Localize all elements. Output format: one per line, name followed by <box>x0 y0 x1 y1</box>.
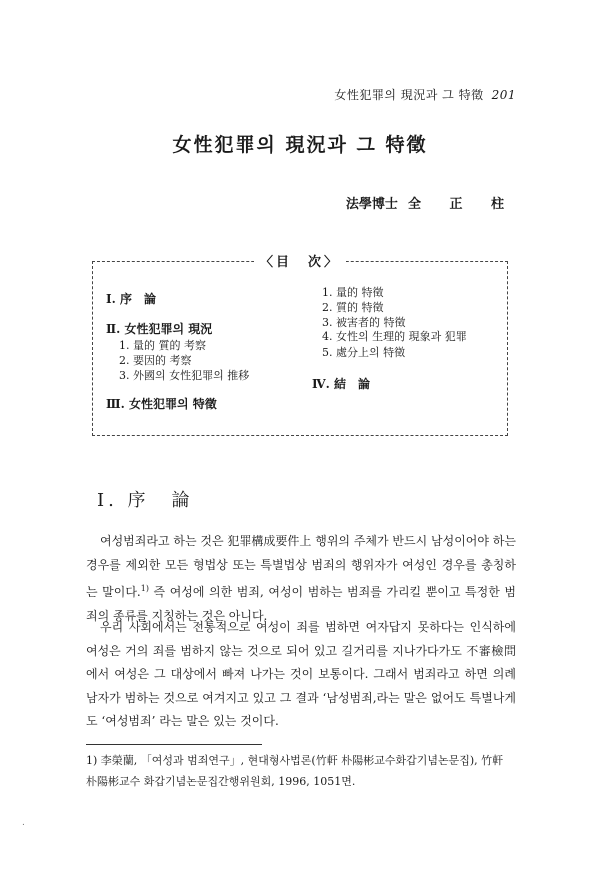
toc-subitem: 2. 要因的 考察 <box>119 354 192 367</box>
toc-subitem: 2. 質的 特徵 <box>322 301 384 314</box>
author-degree: 法學博士 <box>345 197 398 212</box>
toc-item: Ⅱ. 女性犯罪의 現況 <box>106 322 213 336</box>
paragraph <box>86 530 516 628</box>
toc-item: Ⅲ. 女性犯罪의 特徵 <box>106 397 217 411</box>
page-number: 201 <box>491 88 516 102</box>
toc-heading-text: 〈目 次〉 <box>254 255 346 270</box>
section-heading: Ⅰ. 序 論 <box>97 490 194 511</box>
footnote-divider <box>86 744 262 745</box>
toc-subitem: 5. 處分上의 特徵 <box>322 346 406 359</box>
article-title: 女性犯罪의 現況과 그 特徵 <box>172 134 428 156</box>
running-head-title: 女性犯罪의 現況과 그 特徵 <box>334 88 484 102</box>
running-head <box>334 86 516 103</box>
paragraph: 우리 사회에서는 전통적으로 여성이 죄를 범하면 여자답지 못하다는 인식하에 여성은 거의 죄를 범하지 않는 것으로 되어 있고 길거리를 지나가다가도 不審檢問에서 여성은 그 대상에서 빠져 나가는 것이 보통이다. 그래서 범죄라고 하면 의례 남자가 범하는 것으로 여겨지고 있고 그 결과 ‘남성범죄,라는 말은 없어도 특별나게도 ‘여성범죄’ 라는 말은 있는 것이다. <box>86 620 516 728</box>
footnote: 1) 李榮蘭, 「여성과 범죄연구」, 현대형사법론(竹軒 朴陽彬교수화갑기념논문집), 竹軒 朴陽彬교수 화갑기념논문집간행위원회, 1996, 1051면. <box>86 754 504 788</box>
toc-item: Ⅳ. 結 論 <box>312 377 370 391</box>
toc-subitem: 1. 量的 特徵 <box>322 286 384 299</box>
toc-subitem: 3. 外國의 女性犯罪의 推移 <box>119 369 250 382</box>
toc-subitem: 4. 女性의 生理的 現象과 犯罪 <box>322 330 467 343</box>
footnote-marker: 1) <box>140 584 149 593</box>
scan-mark: . <box>22 818 25 828</box>
toc-heading <box>0 251 600 270</box>
author-name: 全 正 柱 <box>407 197 516 212</box>
author-line <box>346 193 516 212</box>
toc-subitem: 3. 被害者的 特徵 <box>322 316 406 329</box>
paragraph-text: 여성범죄라고 하는 것은 犯罪構成要件上 행위의 주체가 반드시 남성이어야 하는 경우를 제외한 모든 형법상 또는 특별법상 범죄의 행위자가 여성인 경우를 총칭하는 말이다. <box>86 534 516 599</box>
toc-subitem: 1. 量的 質的 考察 <box>119 339 206 352</box>
paragraph-text: 즉 여성에 의한 범죄, 여성이 범하는 범죄를 가리킬 뿐이고 특정한 범죄의 종류를 지칭하는 것은 아니다. <box>86 585 516 623</box>
toc-item: Ⅰ. 序 論 <box>106 292 156 306</box>
